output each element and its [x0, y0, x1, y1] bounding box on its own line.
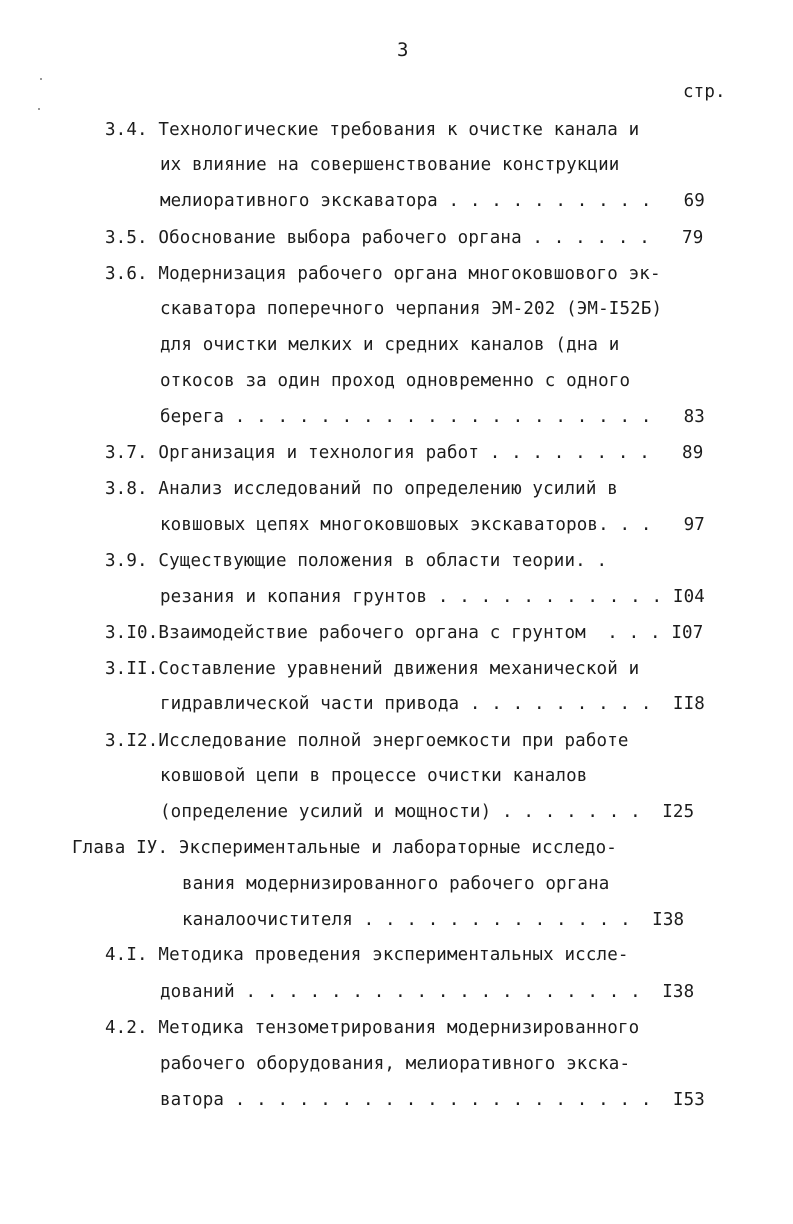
- toc-line: 3.7. Организация и технология работ . . . . . . . . 89: [105, 443, 704, 463]
- toc-line: 3.4. Технологические требования к очистке канала и: [105, 120, 640, 140]
- toc-line: 3.I0.Взаимодействие рабочего органа с грунтом . . . I07: [105, 623, 704, 643]
- toc-line: каналоочистителя . . . . . . . . . . . . . I38: [182, 910, 685, 930]
- scan-speck: [38, 108, 40, 110]
- toc-line: 4.I. Методика проведения экспериментальных иссле-: [105, 945, 629, 965]
- toc-line: 3.8. Анализ исследований по определению усилий в: [105, 479, 618, 499]
- toc-line: резания и копания грунтов . . . . . . . . . . . I04: [160, 587, 705, 607]
- toc-line: Глава IУ. Экспериментальные и лабораторные исследо-: [72, 838, 617, 858]
- toc-line: рабочего оборудования, мелиоративного экска-: [160, 1054, 631, 1074]
- toc-line: скаватора поперечного черпания ЭМ-202 (ЭМ-I52Б): [160, 299, 663, 319]
- toc-line: ковшовых цепях многоковшовых экскаваторов. . . 97: [160, 515, 705, 535]
- scan-speck: [40, 78, 42, 80]
- toc-line: ковшовой цепи в процессе очистки каналов: [160, 766, 588, 786]
- toc-line: ватора . . . . . . . . . . . . . . . . . . . . I53: [160, 1090, 705, 1110]
- toc-line: откосов за один проход одновременно с одного: [160, 371, 631, 391]
- toc-line: гидравлической части привода . . . . . . . . . II8: [160, 694, 705, 714]
- toc-line: 3.9. Существующие положения в области теории. .: [105, 551, 608, 571]
- toc-line: 3.6. Модернизация рабочего органа многоковшового эк-: [105, 264, 661, 284]
- toc-line: 3.5. Обоснование выбора рабочего органа . . . . . . 79: [105, 228, 704, 248]
- toc-line: 4.2. Методика тензометрирования модернизированного: [105, 1018, 640, 1038]
- toc-line: дований . . . . . . . . . . . . . . . . . . . I38: [160, 982, 695, 1002]
- toc-line: 3.I2.Исследование полной энергоемкости при работе: [105, 731, 629, 751]
- page-label: стр.: [683, 82, 726, 102]
- page-number: 3: [397, 39, 409, 61]
- toc-line: берега . . . . . . . . . . . . . . . . . . . . 83: [160, 407, 705, 427]
- toc-line: мелиоративного экскаватора . . . . . . . . . . 69: [160, 191, 705, 211]
- toc-line: 3.II.Составление уравнений движения механической и: [105, 659, 640, 679]
- toc-line: (определение усилий и мощности) . . . . . . . I25: [160, 802, 695, 822]
- toc-line: вания модернизированного рабочего органа: [182, 874, 610, 894]
- toc-line: их влияние на совершенствование конструкции: [160, 155, 620, 175]
- toc-line: для очистки мелких и средних каналов (дна и: [160, 335, 620, 355]
